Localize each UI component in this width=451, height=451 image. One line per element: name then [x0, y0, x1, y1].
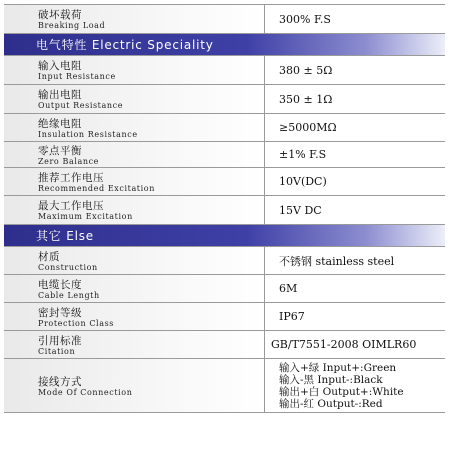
value-cell: 6M	[279, 282, 298, 295]
label-en: Zero Balance	[38, 156, 100, 166]
label-zh: 最大工作电压	[38, 200, 104, 212]
value-cell: 不锈钢 stainless steel	[279, 254, 395, 268]
value-cell: 15V DC	[279, 203, 322, 217]
label-zh: 输出电阻	[38, 89, 82, 101]
label-cell	[4, 168, 265, 195]
label-cell	[4, 196, 265, 224]
value-cell: ±1% F.S	[279, 148, 327, 161]
row-output-resistance	[4, 85, 445, 114]
row-protection-class	[4, 303, 445, 331]
label-en: Mode Of Connection	[38, 387, 133, 397]
value-cell: 300% F.S	[279, 12, 331, 26]
value-cell: 10V(DC)	[279, 175, 327, 188]
value-cell: GB/T7551-2008 OIMLR60	[271, 338, 417, 351]
row-zero-balance	[4, 142, 445, 168]
label-zh: 推荐工作电压	[38, 171, 104, 184]
value-cell: 380 ± 5Ω	[279, 63, 333, 77]
label-en: Insulation Resistance	[38, 129, 138, 139]
section-header-else: 其它 Else	[4, 225, 445, 247]
row-insulation-resistance	[4, 114, 445, 142]
label-zh: 破坏载荷	[38, 9, 82, 21]
label-cell	[4, 303, 265, 330]
label-zh: 零点平衡	[38, 144, 82, 157]
row-maximum-excitation	[4, 196, 445, 225]
label-zh: 绝缘电阻	[38, 117, 82, 130]
label-en: Protection Class	[38, 318, 114, 328]
wiring-line: 输入-黑 Input-:Black	[279, 373, 383, 386]
section-header-electric: 电气特性 Electric Speciality	[4, 34, 445, 56]
label-en: Input Resistance	[38, 72, 116, 81]
wiring-line: 输出+白 Output+:White	[279, 385, 404, 398]
label-zh: 材质	[38, 250, 60, 263]
label-cell	[4, 56, 265, 84]
label-en: Breaking Load	[38, 21, 106, 30]
label-cell	[4, 85, 265, 113]
label-zh: 引用标准	[38, 334, 82, 347]
spec-table	[4, 4, 445, 413]
label-cell	[4, 5, 265, 33]
label-en: Recommended Excitation	[38, 183, 155, 193]
label-en: Cable Length	[38, 290, 100, 300]
wiring-line: 输入+绿 Input+:Green	[279, 361, 397, 374]
label-cell	[4, 359, 265, 412]
label-en: Output Resistance	[38, 101, 124, 110]
label-cell	[4, 142, 265, 167]
value-cell: ≥5000MΩ	[279, 121, 337, 134]
row-cable-length	[4, 275, 445, 303]
label-zh: 接线方式	[38, 375, 82, 388]
value-cell: IP67	[279, 310, 305, 323]
label-cell	[4, 114, 265, 141]
row-connection	[4, 359, 445, 413]
row-recommended-excitation	[4, 168, 445, 196]
label-en: Citation	[38, 346, 76, 356]
row-input-resistance	[4, 56, 445, 85]
wiring-line: 输出-红 Output-:Red	[279, 397, 383, 410]
row-breaking-load	[4, 4, 445, 34]
row-citation	[4, 331, 445, 359]
row-construction	[4, 247, 445, 275]
label-zh: 密封等级	[38, 306, 82, 319]
value-cell: 350 ± 1Ω	[279, 92, 333, 106]
label-zh: 输入电阻	[38, 60, 82, 72]
value-cell-wiring	[265, 359, 445, 412]
label-zh: 电缆长度	[38, 278, 82, 291]
label-en: Maximum Excitation	[38, 212, 133, 221]
label-en: Construction	[38, 262, 98, 272]
label-cell	[4, 247, 265, 274]
label-cell	[4, 331, 265, 358]
label-cell	[4, 275, 265, 302]
